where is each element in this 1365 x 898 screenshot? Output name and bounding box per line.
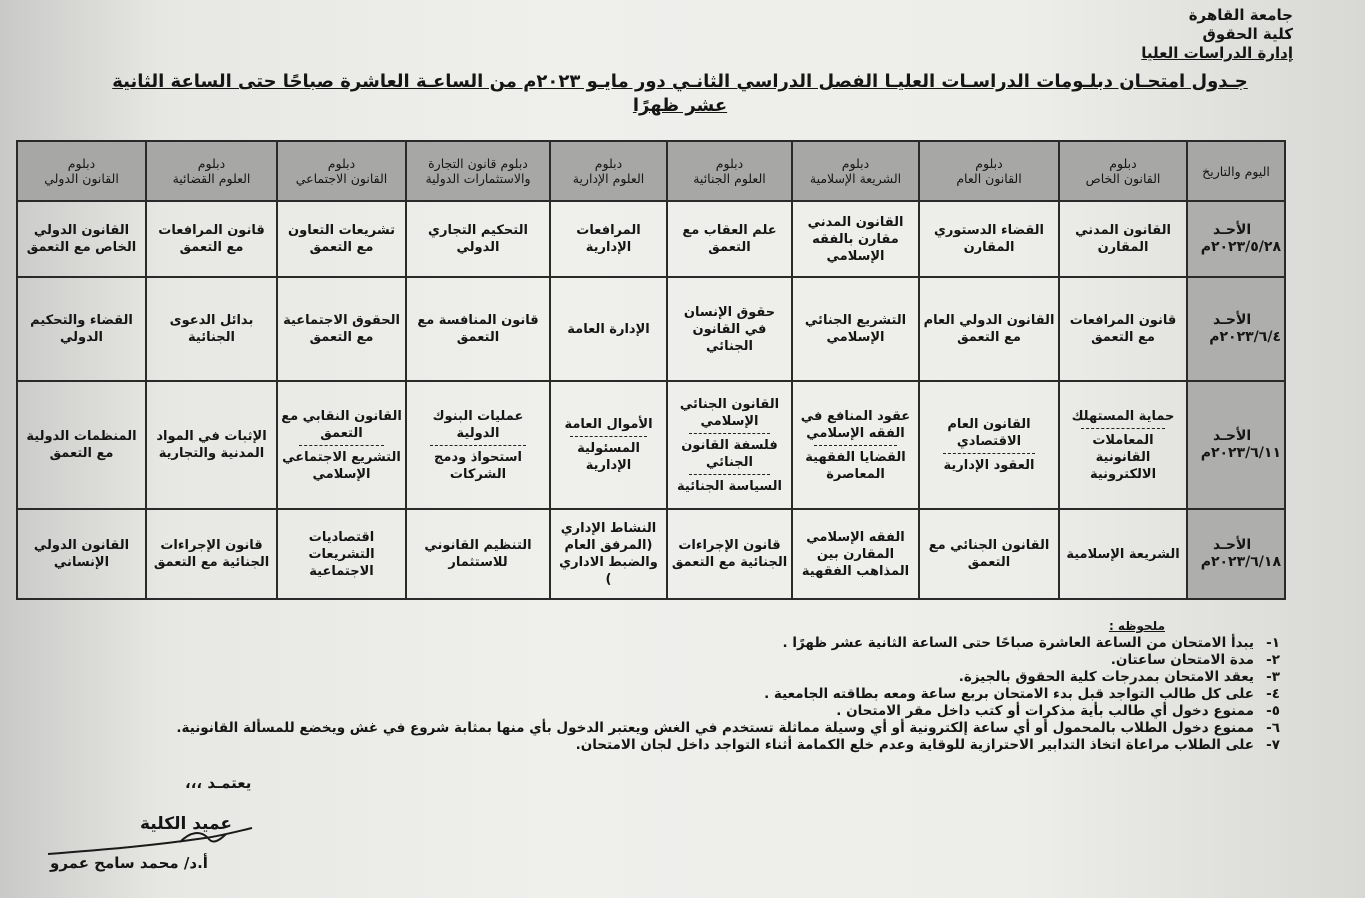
subject-cell — [1059, 381, 1187, 509]
note-text: ممنوع دخول أي طالب بأية مذكرات أو كتب داخل مقر الامتحان . — [836, 703, 1254, 719]
subject-cell — [792, 201, 919, 277]
subject-cell — [146, 277, 277, 381]
exam-date: ٢٠٢٣/٦/١٨م — [1200, 554, 1281, 570]
day-date-cell — [1187, 509, 1285, 599]
subject-name: القضايا الفقهية المعاصرة — [805, 449, 906, 482]
subject-name: حقوق الإنسان في القانون الجنائي — [683, 304, 776, 354]
subject-name: التنظيم القانوني للاستثمار — [424, 538, 532, 570]
table-body — [17, 201, 1285, 599]
subject-cell — [1059, 201, 1187, 277]
day-date-cell — [1187, 201, 1285, 277]
day-name: الأحـد — [1213, 537, 1252, 553]
note-text: على الطلاب مراعاة اتخاذ التدابير الاحترازية للوقاية وعدم خلع الكمامة أثناء التواجد داخل لجان الامتحان. — [575, 737, 1254, 753]
note-item — [280, 652, 1280, 669]
note-item — [176, 720, 1280, 737]
approval-text: يعتمـد ،،، — [185, 774, 252, 792]
column-header-criminal-sciences: دبلوم العلوم الجنائية — [667, 141, 792, 201]
day-name: الأحـد — [1213, 312, 1252, 328]
subject-separator — [1081, 428, 1165, 429]
subject-name: القانون الجنائي مع التعمق — [928, 538, 1050, 570]
subject-name: عقود المنافع في الفقه الإسلامي — [800, 408, 911, 441]
subject-cell — [277, 277, 406, 381]
column-header-social-law: دبلوم القانون الاجتماعي — [277, 141, 406, 201]
column-header-administrative-sciences: دبلوم العلوم الإدارية — [550, 141, 667, 201]
note-text: ممنوع دخول الطلاب بالمحمول أو أي ساعة إلكترونية أو أي وسيلة مماثلة تستخدم في الغش ويعتبر الدخول بأي منها بمثابة شروع في غش ويخضع للمسألة القانونية. — [176, 720, 1254, 736]
note-number: ٢- — [1266, 652, 1280, 668]
subject-separator — [814, 445, 897, 446]
note-number: ٥- — [1266, 703, 1280, 719]
subject-cell — [1059, 509, 1187, 599]
subject-name: الإثبات في المواد المدنية والتجارية — [156, 429, 267, 461]
subject-separator — [943, 453, 1035, 454]
subject-name: التحكيم التجاري الدولي — [428, 223, 528, 255]
subject-name: الحقوق الاجتماعية مع التعمق — [283, 313, 400, 345]
subject-cell — [919, 201, 1059, 277]
subject-name: القانون الدولي الإنساني — [33, 538, 130, 570]
subject-cell — [406, 201, 550, 277]
subject-cell — [667, 277, 792, 381]
subject-name: القضاء والتحكيم الدولي — [30, 313, 133, 345]
table-header-row — [17, 141, 1285, 201]
subject-name: قانون المرافعات مع التعمق — [158, 223, 265, 255]
dean-name: أ.د/ محمد سامح عمرو — [50, 854, 208, 872]
subject-cell — [919, 509, 1059, 599]
subject-name: المعاملات القانونية الالكترونية — [1089, 432, 1157, 482]
subject-cell — [550, 277, 667, 381]
column-header-islamic-sharia: دبلوم الشريعة الإسلامية — [792, 141, 919, 201]
exam-date: ٢٠٢٣/٦/٤م — [1209, 329, 1281, 345]
note-text: يعقد الامتحان بمدرجات كلية الحقوق بالجيزة. — [958, 669, 1254, 685]
subject-separator — [299, 445, 384, 446]
subject-name: اقتصاديات التشريعات الاجتماعية — [308, 529, 375, 579]
dean-title: عميد الكلية — [140, 814, 232, 834]
department-name: إدارة الدراسات العليا — [1141, 44, 1293, 62]
note-number: ٧- — [1266, 737, 1280, 753]
subject-name: القانون النقابي مع التعمق — [281, 408, 402, 441]
subject-cell — [667, 201, 792, 277]
subject-cell — [792, 381, 919, 509]
table-row — [17, 201, 1285, 277]
subject-name: الفقه الإسلامي المقارن بين المذاهب الفقهية — [801, 529, 910, 579]
note-number: ٤- — [1266, 686, 1280, 702]
subject-cell — [792, 277, 919, 381]
day-date-cell — [1187, 277, 1285, 381]
subject-name: فلسفة القانون الجنائي — [681, 437, 778, 470]
subject-name: الإدارة العامة — [567, 321, 650, 337]
subject-cell — [146, 381, 277, 509]
note-number: ١- — [1266, 635, 1280, 651]
subject-name: علم العقاب مع التعمق — [682, 223, 777, 255]
column-header-international-law: دبلوم القانون الدولي — [17, 141, 146, 201]
subject-name: القانون الدولي الخاص مع التعمق — [26, 223, 137, 255]
notes-title: ملحوظه : — [1108, 619, 1165, 633]
subject-name: الشريعة الإسلامية — [1066, 546, 1180, 562]
page-title: جـدول امتحـان دبلـومات الدراسـات العليـا الفصل الدراسي الثانـي دور مايـو ٢٠٢٣م من الساعـة العاشرة صباحًا حتى الساعة الثانية عشر ظهرًا — [112, 71, 1248, 116]
note-item — [280, 703, 1280, 720]
note-item — [280, 737, 1280, 754]
exam-schedule-table — [16, 140, 1286, 600]
subject-name: القضاء الدستوري المقارن — [933, 223, 1045, 255]
note-number: ٦- — [1266, 720, 1280, 736]
subject-cell — [17, 201, 146, 277]
subject-name: قانون الإجراءات الجنائية مع التعمق — [153, 538, 270, 570]
table-row — [17, 381, 1285, 509]
note-item — [280, 669, 1280, 686]
column-header-day-date: اليوم والتاريخ — [1187, 141, 1285, 201]
subject-cell — [550, 509, 667, 599]
notes-section — [176, 618, 1280, 754]
subject-name: القانون المدني مقارن بالفقه الإسلامي — [807, 214, 904, 264]
column-header-trade-investment-law: دبلوم قانون التجارة والاستثمارات الدولية — [406, 141, 550, 201]
subject-name: التشريع الجنائي الإسلامي — [804, 313, 907, 345]
subject-cell — [919, 277, 1059, 381]
subject-name: قانون الإجراءات الجنائية مع التعمق — [671, 538, 788, 570]
table-row — [17, 509, 1285, 599]
subject-cell — [277, 509, 406, 599]
subject-name: المنظمات الدولية مع التعمق — [26, 429, 137, 461]
subject-cell — [406, 277, 550, 381]
subject-name: القانون المدني المقارن — [1075, 223, 1171, 255]
subject-separator — [430, 445, 525, 446]
note-item — [280, 635, 1280, 652]
subject-cell — [550, 381, 667, 509]
subject-name: الأموال العامة — [564, 417, 653, 432]
day-name: الأحـد — [1213, 222, 1252, 238]
subject-cell — [277, 381, 406, 509]
subject-separator — [689, 433, 771, 434]
subject-name: المرافعات الإدارية — [576, 223, 641, 255]
subject-name: قانون المرافعات مع التعمق — [1069, 313, 1177, 345]
column-header-public-law: دبلوم القانون العام — [919, 141, 1059, 201]
subject-cell — [146, 201, 277, 277]
faculty-name: كلية الحقوق — [1202, 25, 1293, 43]
note-item — [280, 686, 1280, 703]
letterhead — [1053, 6, 1293, 63]
subject-name: العقود الإدارية — [943, 458, 1035, 473]
note-text: مدة الامتحان ساعتان. — [1110, 652, 1254, 668]
column-header-judicial-sciences: دبلوم العلوم القضائية — [146, 141, 277, 201]
subject-name: استحواذ ودمج الشركات — [434, 449, 522, 482]
subject-name: القانون العام الاقتصادي — [947, 417, 1031, 449]
day-date-cell — [1187, 381, 1285, 509]
note-text: على كل طالب التواجد قبل بدء الامتحان بربع ساعة ومعه بطاقته الجامعية . — [764, 686, 1254, 702]
subject-name: حماية المستهلك — [1071, 408, 1175, 424]
university-name: جامعة القاهرة — [1188, 6, 1293, 24]
day-name: الأحـد — [1213, 428, 1252, 444]
subject-name: السياسة الجنائية — [677, 478, 782, 494]
subject-name: قانون المنافسة مع التعمق — [417, 313, 539, 345]
subject-separator — [570, 436, 646, 437]
subject-separator — [689, 474, 771, 475]
subject-cell — [406, 381, 550, 509]
subject-cell — [550, 201, 667, 277]
subject-cell — [667, 381, 792, 509]
subject-name: النشاط الإداري (المرفق العام والضبط الاداري ) — [559, 521, 658, 587]
subject-cell — [277, 201, 406, 277]
exam-date: ٢٠٢٣/٦/١١م — [1200, 445, 1281, 461]
note-number: ٣- — [1266, 669, 1280, 685]
table-row — [17, 277, 1285, 381]
subject-cell — [17, 509, 146, 599]
subject-cell — [406, 509, 550, 599]
subject-name: القانون الدولي العام مع التعمق — [923, 313, 1055, 345]
subject-name: التشريع الاجتماعي الإسلامي — [282, 449, 401, 482]
note-text: يبدأ الامتحان من الساعة العاشرة صباحًا حتى الساعة الثانية عشر ظهرًا . — [782, 635, 1254, 651]
subject-cell — [792, 509, 919, 599]
subject-name: بدائل الدعوى الجنائية — [169, 313, 254, 345]
subject-cell — [919, 381, 1059, 509]
subject-cell — [146, 509, 277, 599]
subject-cell — [1059, 277, 1187, 381]
subject-name: القانون الجنائي الإسلامي — [679, 396, 780, 429]
subject-name: المسئولية الإدارية — [577, 441, 640, 473]
subject-name: عمليات البنوك الدولية — [432, 408, 524, 441]
subject-cell — [17, 381, 146, 509]
subject-name: تشريعات التعاون مع التعمق — [288, 223, 395, 255]
exam-date: ٢٠٢٣/٥/٢٨م — [1200, 239, 1281, 255]
subject-cell — [667, 509, 792, 599]
notes-list — [176, 635, 1280, 754]
column-header-private-law: دبلوم القانون الخاص — [1059, 141, 1187, 201]
subject-cell — [17, 277, 146, 381]
